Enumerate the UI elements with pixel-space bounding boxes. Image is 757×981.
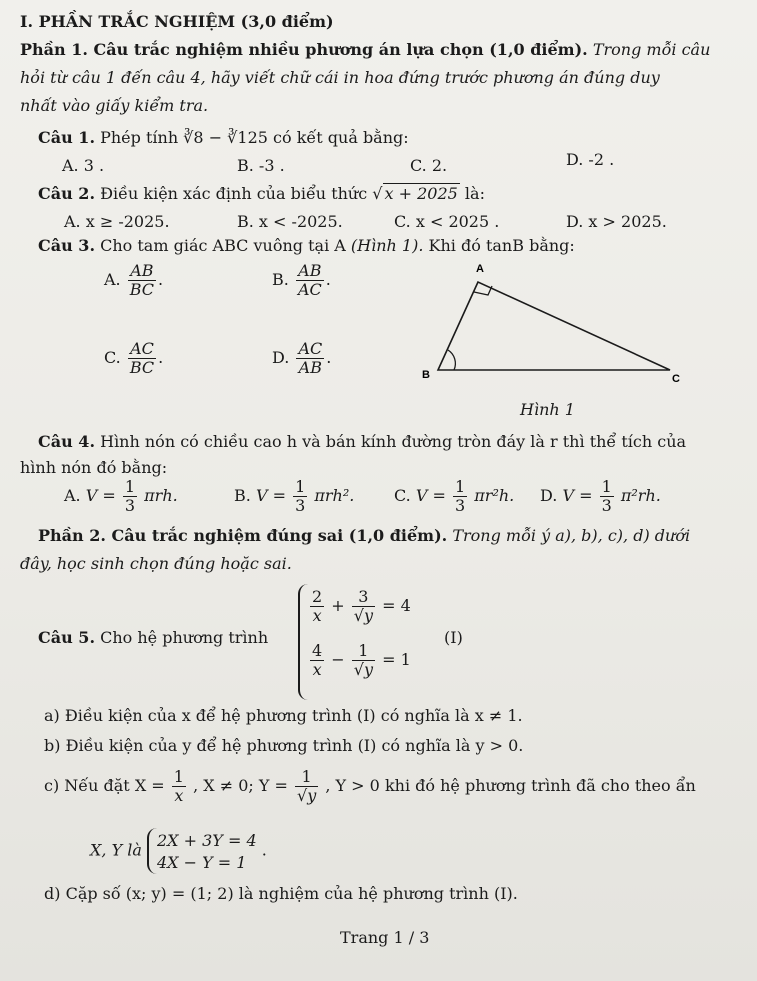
part1-instr-line3: nhất vào giấy kiểm tra. — [20, 96, 209, 115]
q4-option-b: B. V = $\frac{1}{3}$ πrh². — [234, 477, 355, 515]
angle-b-arc — [448, 350, 455, 370]
q1-option-a: A. 3 . — [62, 156, 105, 175]
page-footer: Trang 1 / 3 — [340, 928, 430, 947]
part2-heading: Phần 2. Câu trắc nghiệm đúng sai (1,0 điểm). Trong mỗi ý a), b), c), d) dưới — [38, 526, 691, 545]
q5-system-mark: (I) — [444, 628, 463, 647]
q1-stem: Câu 1. Phép tính ∛8 − ∛125 có kết quả bằng: — [38, 128, 409, 147]
q1-expr2: ∛125 — [227, 128, 268, 147]
q4-stem-line2: hình nón đó bằng: — [20, 458, 168, 477]
q5-c-sys1: 2X + 3Y = 4 — [156, 831, 257, 850]
vertex-c-label: C — [672, 373, 680, 385]
q3-stem: Câu 3. Cho tam giác ABC vuông tại A (Hình 1). Khi đó tanB bằng: — [38, 236, 575, 255]
q5-item-b: b) Điều kiện của y để hệ phương trình (I) có nghĩa là y > 0. — [44, 736, 524, 755]
q4-option-d: D. V = $\frac{1}{3}$ π²rh. — [540, 477, 661, 515]
triangle-figure — [410, 250, 690, 420]
q5-system — [298, 584, 411, 700]
vertex-b-label: B — [422, 369, 430, 381]
q2-sqrt: √ x + 2025 — [372, 184, 458, 203]
q2-option-a: A. x ≥ -2025. — [64, 212, 170, 231]
q5-eq2: $\frac{4}{x}$ − $\frac{1}{√y}$ = 1 — [312, 641, 411, 679]
vertex-a-label: A — [476, 263, 484, 275]
q3-option-d: D. $\frac{AC}{AB}$ . — [272, 339, 332, 377]
section-title: I. PHẦN TRẮC NGHIỆM (3,0 điểm) — [20, 12, 334, 31]
q5-item-c-line2: X, Y là 2X + 3Y = 4 4X − Y = 1 . — [90, 828, 267, 874]
q1-expr1: ∛8 — [183, 128, 204, 147]
q3-option-c: C. $\frac{AC}{BC}$ . — [104, 339, 164, 377]
q1-option-b: B. -3 . — [237, 156, 285, 175]
q5-eq1: $\frac{2}{x}$ + $\frac{3}{√y}$ = 4 — [312, 587, 411, 625]
q3-option-b: B. $\frac{AB}{AC}$ . — [272, 261, 331, 299]
q1-option-c: C. 2. — [410, 156, 448, 175]
q3-option-a: A. $\frac{AB}{BC}$ . — [104, 261, 164, 299]
q4-option-a: A. V = $\frac{1}{3}$ πrh. — [64, 477, 178, 515]
q1-option-d: D. -2 . — [566, 150, 615, 169]
q5-c-sys2: 4X − Y = 1 — [156, 853, 247, 872]
triangle-shape — [438, 282, 670, 370]
q2-option-d: D. x > 2025. — [566, 212, 667, 231]
q5-item-c: c) Nếu đặt X = $\frac{1}{x}$ , X ≠ 0; Y = $\frac{1}{√y}$ , Y > 0 khi đó hệ phương trình đã cho theo ẩn — [44, 767, 696, 805]
q5-item-a: a) Điều kiện của x để hệ phương trình (I) có nghĩa là x ≠ 1. — [44, 706, 523, 725]
q5-stem: Câu 5. Cho hệ phương trình — [38, 628, 269, 647]
q2-option-b: B. x < -2025. — [237, 212, 343, 231]
q4-stem-line1: Câu 4. Hình nón có chiều cao h và bán kính đường tròn đáy là r thì thể tích của — [38, 432, 687, 451]
q2-stem: Câu 2. Điều kiện xác định của biểu thức √ x + 2025 là: — [38, 184, 485, 203]
part2-instr-line2: đây, học sinh chọn đúng hoặc sai. — [20, 554, 292, 573]
q5-item-d: d) Cặp số (x; y) = (1; 2) là nghiệm của hệ phương trình (I). — [44, 884, 518, 903]
part1-instr-line2: hỏi từ câu 1 đến câu 4, hãy viết chữ cái in hoa đứng trước phương án đúng duy — [20, 68, 660, 87]
q2-option-c: C. x < 2025 . — [394, 212, 500, 231]
figure-caption: Hình 1 — [520, 400, 575, 419]
q4-option-c: C. V = $\frac{1}{3}$ πr²h. — [394, 477, 515, 515]
part1-heading: Phần 1. Câu trắc nghiệm nhiều phương án lựa chọn (1,0 điểm). Trong mỗi câu — [20, 40, 711, 59]
